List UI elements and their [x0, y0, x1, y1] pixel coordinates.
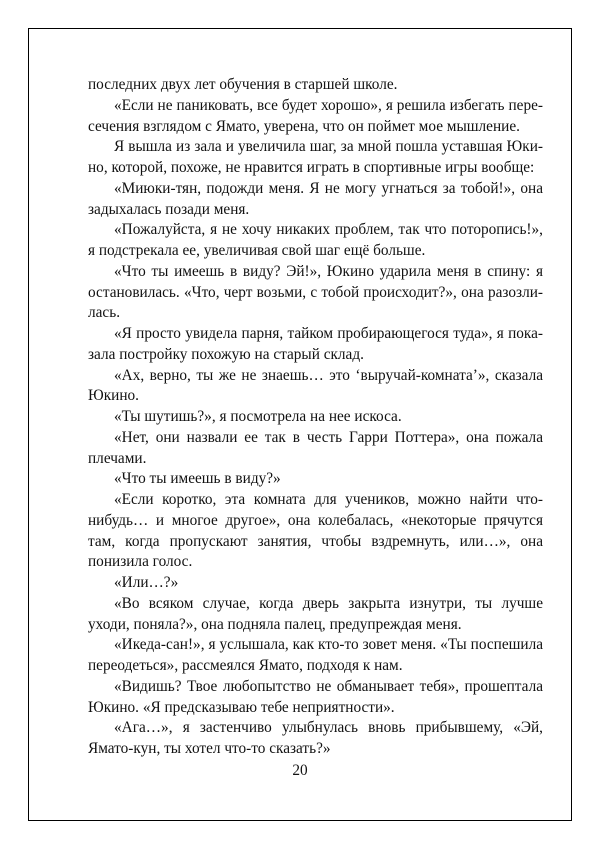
paragraph: последних двух лет обучения в старшей школе.	[88, 76, 398, 93]
paragraph: «Во всяком случае, когда дверь закрыта изнутри, ты лучше уходи, поняла?», она подняла палец, предупреждая меня.	[88, 594, 543, 633]
paragraph: «Икеда-сан!», я услышала, как кто-то зовет меня. «Ты поспешила переодеться», рассмеялся Ямато, подходя к нам.	[88, 636, 543, 674]
paragraph: «Пожалуйста, я не хочу никаких проблем, так что поторопись!», я подстрекала ее, увеличивая свой шаг ещё больше.	[88, 221, 543, 259]
paragraph: Я вышла из зала и увеличила шаг, за мной пошла уставшая Юкино, которой, похоже, не нравится играть в спортивные игры вообще:	[88, 138, 543, 176]
paragraph: «Ага…», я застенчиво улыбнулась вновь прибывшему, «Эй, Ямато-кун, ты хотел что-то сказать?»	[88, 719, 543, 757]
paragraph: «Ты шутишь?», я посмотрела на нее искоса.	[114, 408, 402, 425]
paragraph: «Видишь? Твое любопытство не обманывает тебя», прошептала Юкино. «Я предсказываю тебе неприятности».	[88, 677, 543, 716]
paragraph: «Ах, верно, ты же не знаешь… это ‘выручай-комната’», сказала Юкино.	[88, 366, 543, 405]
paragraph: «Если не паниковать, все будет хорошо», я решила избегать пересечения взглядом с Ямато, уверена, что он поймет мое мышление.	[88, 96, 543, 135]
paragraph: «Или…?»	[114, 574, 179, 591]
paragraph: «Что ты имеешь в виду?»	[114, 470, 281, 488]
paragraph: «Я просто увидела парня, тайком пробирающегося туда», я показала постройку похожую на старый склад.	[88, 325, 543, 363]
paragraph: «Если коротко, эта комната для учеников, можно найти что-нибудь… и многое другое», она колебалась, «некоторые прячутся там, когда пропускают занятия, чтобы вздремнуть, или…», она понизила голос.	[88, 491, 543, 571]
paragraph: «Нет, они назвали ее так в честь Гарри Поттера», она пожала плечами.	[88, 428, 543, 467]
body-text	[88, 75, 543, 760]
paragraph: «Что ты имеешь в виду? Эй!», Юкино ударила меня в спину: я остановилась. «Что, черт возьми, с тобой происходит?», она разозлилась.	[88, 262, 543, 322]
paragraph: «Миюки-тян, подожди меня. Я не могу угнаться за тобой!», она задыхалась позади меня.	[88, 179, 543, 218]
page-number: 20	[292, 762, 308, 779]
